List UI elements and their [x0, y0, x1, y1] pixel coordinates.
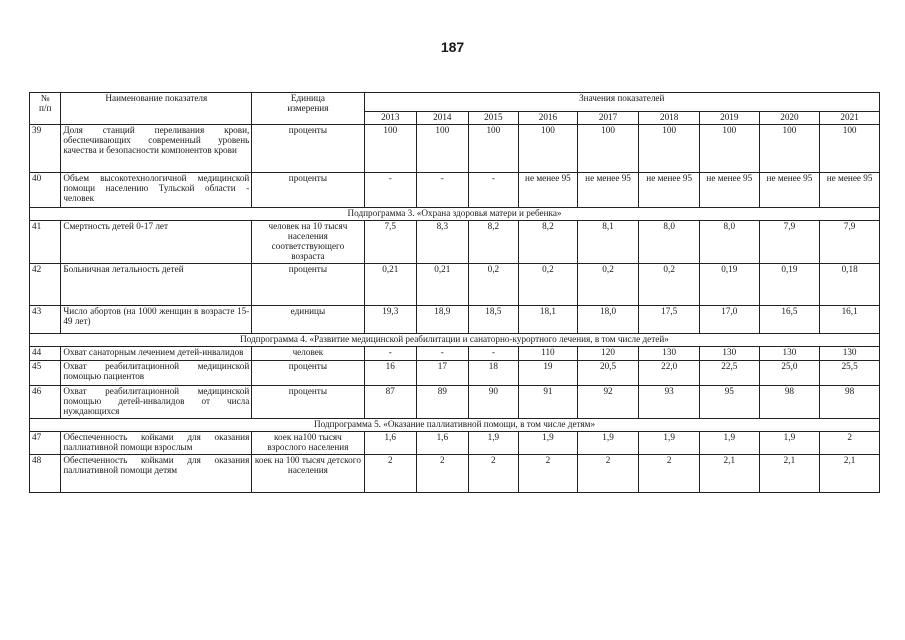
- year-header: 2020: [759, 112, 820, 125]
- table-row: [30, 220, 880, 263]
- row-number: 47: [30, 431, 61, 454]
- indicator-name: Обеспеченность койками для оказания паллиативной помощи детям: [61, 454, 252, 492]
- value-cell: 8,0: [639, 220, 700, 263]
- indicator-name: Смертность детей 0-17 лет: [61, 220, 252, 263]
- year-header: 2013: [364, 112, 417, 125]
- indicator-name: Больничная летальность детей: [61, 263, 252, 305]
- value-cell: -: [364, 346, 417, 360]
- row-number: 46: [30, 385, 61, 418]
- value-cell: 18,5: [468, 305, 519, 333]
- value-cell: 2,1: [820, 454, 880, 492]
- value-cell: 2: [519, 454, 578, 492]
- value-cell: -: [468, 346, 519, 360]
- subprogram-row: [30, 207, 880, 220]
- header-values: Значения показателей: [364, 93, 880, 112]
- value-cell: 120: [577, 346, 639, 360]
- row-number: 44: [30, 346, 61, 360]
- value-cell: -: [468, 172, 519, 207]
- value-cell: 2: [639, 454, 700, 492]
- value-cell: 18: [468, 360, 519, 385]
- value-cell: 18,9: [417, 305, 469, 333]
- table-row: [30, 346, 880, 360]
- value-cell: 100: [417, 124, 469, 172]
- value-cell: 17: [417, 360, 469, 385]
- value-cell: 25,5: [820, 360, 880, 385]
- value-cell: -: [417, 172, 469, 207]
- value-cell: 17,5: [639, 305, 700, 333]
- unit-cell: проценты: [252, 124, 364, 172]
- value-cell: не менее 95: [759, 172, 820, 207]
- value-cell: 100: [364, 124, 417, 172]
- value-cell: 1,6: [417, 431, 469, 454]
- value-cell: 0,19: [699, 263, 759, 305]
- value-cell: 8,0: [699, 220, 759, 263]
- table-header: [30, 93, 880, 125]
- subprogram-row: [30, 418, 880, 431]
- table-row: [30, 360, 880, 385]
- indicator-name: Обеспеченность койками для оказания паллиативной помощи взрослым: [61, 431, 252, 454]
- value-cell: не менее 95: [577, 172, 639, 207]
- value-cell: 1,9: [759, 431, 820, 454]
- unit-cell: человек на 10 тысяч населения соответствующего возраста: [252, 220, 364, 263]
- value-cell: 87: [364, 385, 417, 418]
- indicator-name: Охват реабилитационной медицинской помощью пациентов: [61, 360, 252, 385]
- value-cell: 130: [820, 346, 880, 360]
- indicator-name: Доля станций переливания крови, обеспечивающих современный уровень качества и безопасности компонентов крови: [61, 124, 252, 172]
- value-cell: 98: [820, 385, 880, 418]
- row-number: 40: [30, 172, 61, 207]
- indicator-name: Охват санаторным лечением детей-инвалидов: [61, 346, 252, 360]
- indicator-name: Объем высокотехнологичной медицинской помощи населению Тульской области - человек: [61, 172, 252, 207]
- value-cell: 0,2: [519, 263, 578, 305]
- value-cell: 130: [639, 346, 700, 360]
- subprogram-row: [30, 333, 880, 346]
- value-cell: 0,21: [417, 263, 469, 305]
- value-cell: 100: [639, 124, 700, 172]
- value-cell: 22,0: [639, 360, 700, 385]
- year-header: 2014: [417, 112, 469, 125]
- year-header: 2016: [519, 112, 578, 125]
- row-number: 39: [30, 124, 61, 172]
- table-row: [30, 172, 880, 207]
- value-cell: 8,2: [468, 220, 519, 263]
- value-cell: не менее 95: [639, 172, 700, 207]
- indicators-table: [29, 92, 880, 493]
- value-cell: 8,3: [417, 220, 469, 263]
- value-cell: 7,5: [364, 220, 417, 263]
- value-cell: 16: [364, 360, 417, 385]
- value-cell: 100: [820, 124, 880, 172]
- row-number: 45: [30, 360, 61, 385]
- year-header: 2015: [468, 112, 519, 125]
- value-cell: 100: [699, 124, 759, 172]
- table-row: [30, 263, 880, 305]
- value-cell: 0,2: [577, 263, 639, 305]
- year-header: 2018: [639, 112, 700, 125]
- unit-cell: человек: [252, 346, 364, 360]
- header-name: Наименование показателя: [61, 93, 252, 125]
- row-number: 48: [30, 454, 61, 492]
- year-header: 2019: [699, 112, 759, 125]
- unit-cell: единицы: [252, 305, 364, 333]
- value-cell: 100: [519, 124, 578, 172]
- table-row: [30, 124, 880, 172]
- value-cell: 2,1: [759, 454, 820, 492]
- value-cell: 2: [577, 454, 639, 492]
- value-cell: 1,9: [519, 431, 578, 454]
- value-cell: 19,3: [364, 305, 417, 333]
- value-cell: 8,2: [519, 220, 578, 263]
- value-cell: 92: [577, 385, 639, 418]
- value-cell: 0,18: [820, 263, 880, 305]
- value-cell: 110: [519, 346, 578, 360]
- value-cell: 90: [468, 385, 519, 418]
- value-cell: 2: [364, 454, 417, 492]
- value-cell: 95: [699, 385, 759, 418]
- value-cell: 2: [468, 454, 519, 492]
- value-cell: 100: [577, 124, 639, 172]
- value-cell: 16,5: [759, 305, 820, 333]
- value-cell: 19: [519, 360, 578, 385]
- value-cell: 91: [519, 385, 578, 418]
- unit-cell: проценты: [252, 385, 364, 418]
- unit-cell: проценты: [252, 172, 364, 207]
- value-cell: не менее 95: [820, 172, 880, 207]
- unit-cell: проценты: [252, 263, 364, 305]
- value-cell: 16,1: [820, 305, 880, 333]
- value-cell: 1,9: [699, 431, 759, 454]
- row-number: 43: [30, 305, 61, 333]
- table-row: [30, 431, 880, 454]
- value-cell: 8,1: [577, 220, 639, 263]
- unit-cell: проценты: [252, 360, 364, 385]
- value-cell: -: [364, 172, 417, 207]
- year-header: 2021: [820, 112, 880, 125]
- value-cell: 1,9: [577, 431, 639, 454]
- value-cell: не менее 95: [519, 172, 578, 207]
- subprogram-title: Подпрограмма 5. «Оказание паллиативной помощи, в том числе детям»: [30, 418, 880, 431]
- header-num: № п/п: [30, 93, 61, 125]
- header-unit: Единица измерения: [252, 93, 364, 125]
- value-cell: не менее 95: [699, 172, 759, 207]
- page-number: 187: [440, 39, 465, 55]
- value-cell: 1,9: [639, 431, 700, 454]
- value-cell: 100: [468, 124, 519, 172]
- value-cell: 100: [759, 124, 820, 172]
- value-cell: 98: [759, 385, 820, 418]
- value-cell: 20,5: [577, 360, 639, 385]
- unit-cell: коек на 100 тысяч детского населения: [252, 454, 364, 492]
- value-cell: 2: [820, 431, 880, 454]
- table-row: [30, 305, 880, 333]
- year-header: 2017: [577, 112, 639, 125]
- value-cell: 25,0: [759, 360, 820, 385]
- value-cell: 93: [639, 385, 700, 418]
- unit-cell: коек на100 тысяч взрослого населения: [252, 431, 364, 454]
- value-cell: 130: [759, 346, 820, 360]
- value-cell: -: [417, 346, 469, 360]
- row-number: 41: [30, 220, 61, 263]
- value-cell: 7,9: [759, 220, 820, 263]
- indicator-name: Охват реабилитационной медицинской помощью детей-инвалидов от числа нуждающихся: [61, 385, 252, 418]
- indicator-name: Число абортов (на 1000 женщин в возрасте 15-49 лет): [61, 305, 252, 333]
- value-cell: 7,9: [820, 220, 880, 263]
- subprogram-title: Подпрограмма 3. «Охрана здоровья матери и ребенка»: [30, 207, 880, 220]
- value-cell: 0,2: [639, 263, 700, 305]
- value-cell: 22,5: [699, 360, 759, 385]
- row-number: 42: [30, 263, 61, 305]
- value-cell: 130: [699, 346, 759, 360]
- value-cell: 0,19: [759, 263, 820, 305]
- subprogram-title: Подпрограмма 4. «Развитие медицинской реабилитации и санаторно-курортного лечения, в том числе детей»: [30, 333, 880, 346]
- table-row: [30, 385, 880, 418]
- value-cell: 18,0: [577, 305, 639, 333]
- value-cell: 1,6: [364, 431, 417, 454]
- value-cell: 89: [417, 385, 469, 418]
- value-cell: 18,1: [519, 305, 578, 333]
- value-cell: 0,21: [364, 263, 417, 305]
- value-cell: 17,0: [699, 305, 759, 333]
- value-cell: 0,2: [468, 263, 519, 305]
- value-cell: 2: [417, 454, 469, 492]
- value-cell: 2,1: [699, 454, 759, 492]
- value-cell: 1,9: [468, 431, 519, 454]
- table-body: [30, 124, 880, 492]
- table-row: [30, 454, 880, 492]
